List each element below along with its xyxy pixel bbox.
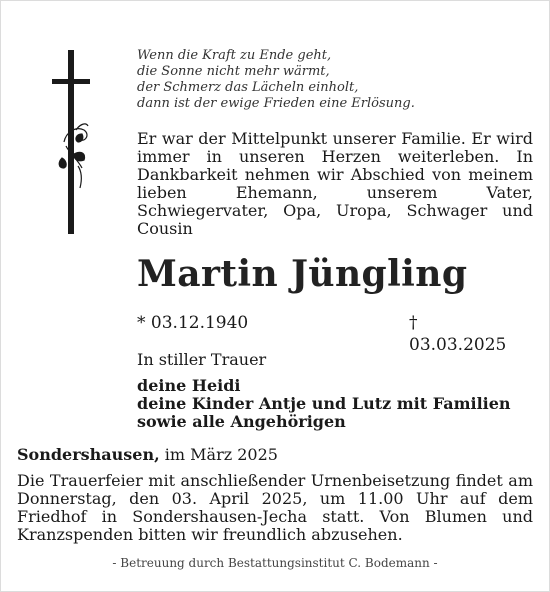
family-line: deine Kinder Antje und Lutz mit Familien: [137, 394, 511, 413]
birth-date: * 03.12.1940: [137, 313, 249, 333]
undertaker-line: - Betreuung durch Bestattungsinstitut C. Bodemann -: [112, 556, 438, 570]
poem-line: die Sonne nicht mehr wärmt,: [137, 64, 330, 79]
poem-line: der Schmerz das Lächeln einholt,: [137, 80, 359, 95]
deceased-name: Martin Jüngling: [137, 253, 468, 295]
poem-line: dann ist der ewige Frieden eine Erlösung.: [137, 96, 415, 111]
poem-line: Wenn die Kraft zu Ende geht,: [137, 48, 332, 63]
cross-icon: [52, 50, 92, 234]
family-line: deine Heidi: [137, 376, 241, 395]
family-line: sowie alle Angehörigen: [137, 412, 346, 431]
mourning-line: In stiller Trauer: [137, 350, 267, 369]
place-date: [17, 445, 278, 465]
intro-text: Er war der Mittelpunkt unserer Familie. Er wird immer in unseren Herzen weiterleben. In Dankbarkeit nehmen wir Abschied von meinem lieben Ehemann, unserem Vater, Schwiegervater, Opa, Uropa, Schwager und Cousin: [137, 129, 533, 238]
life-dates: [137, 312, 507, 355]
place-city: Sondershausen,: [17, 445, 160, 464]
place-month: im März 2025: [164, 445, 278, 464]
death-date: † 03.03.2025: [409, 313, 507, 355]
family-list: [137, 377, 511, 431]
funeral-text: Die Trauerfeier mit anschließender Urnenbeisetzung findet am Donnerstag, den 03. April 2025, um 11.00 Uhr auf dem Friedhof in Sondershausen-Jecha statt. Von Blumen und Kranzspenden bitten wir freundlich abzusehen.: [17, 471, 533, 544]
poem: [137, 48, 437, 112]
